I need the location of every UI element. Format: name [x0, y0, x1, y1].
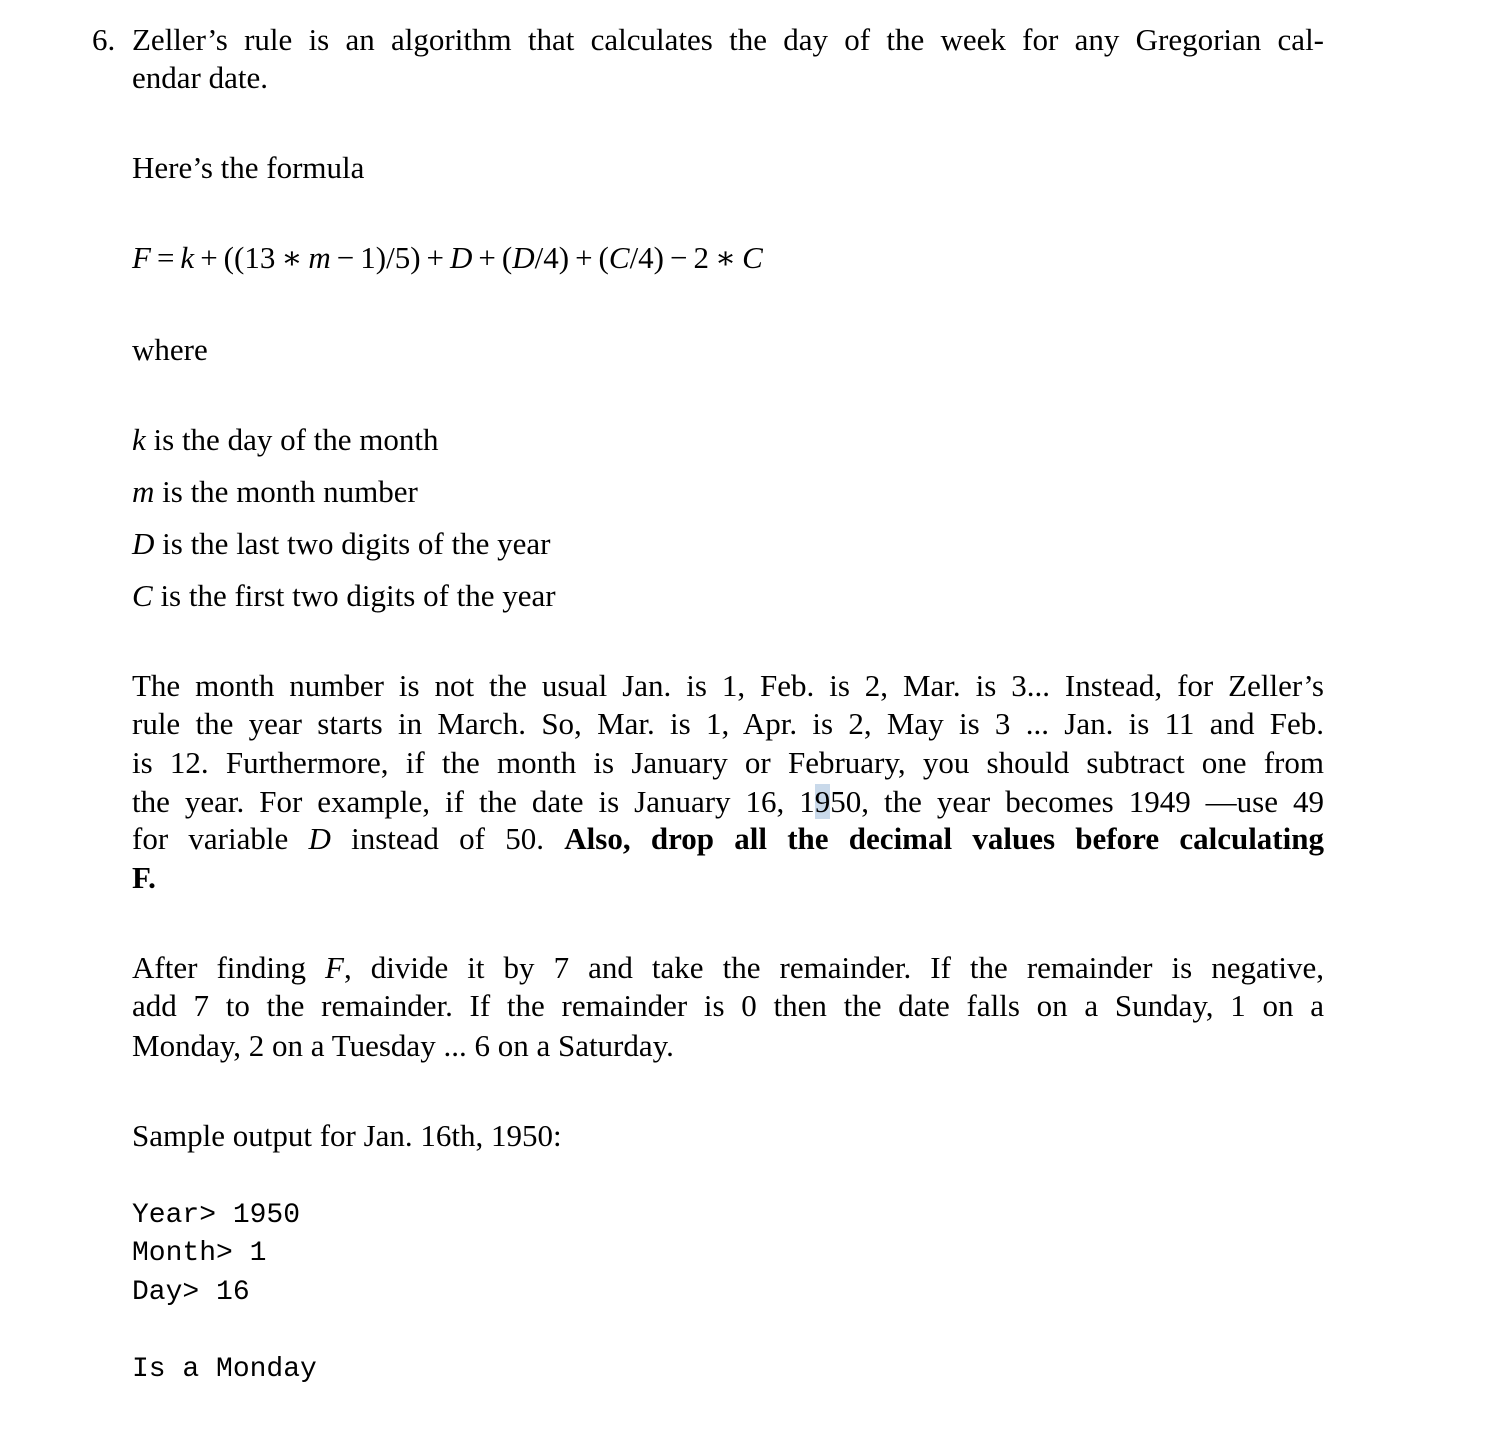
sample-year: Year> 1950: [132, 1200, 301, 1231]
variable-desc: is the day of the month: [153, 422, 439, 457]
para2-line-1-var: F: [325, 950, 344, 985]
variable-desc: is the last two digits of the year: [162, 526, 551, 561]
formula-label: Here’s the formula: [132, 150, 365, 185]
formula-D: D: [450, 240, 473, 275]
sample-day: Day> 16: [132, 1277, 250, 1308]
variable-item: [132, 578, 556, 614]
para1-line-4-a: the year. For example, if the date is January 16, 1: [132, 784, 815, 819]
variable-desc: is the first two digits of the year: [160, 578, 556, 613]
para1-line-3: is 12. Furthermore, if the month is January or February, you should subtract one from: [132, 745, 1324, 780]
formula-C: C: [608, 240, 630, 275]
formula-part1: ((13: [223, 240, 276, 275]
para2-line-2: add 7 to the remainder. If the remainder is 0 then the date falls on a Sunday, 1 on a: [132, 988, 1324, 1023]
para1-line-1: The month number is not the usual Jan. is 1, Feb. is 2, Mar. is 3... Instead, for Zeller’s: [132, 668, 1324, 703]
where-label: where: [132, 332, 208, 367]
sample-month: Month> 1: [132, 1238, 267, 1269]
formula-k: k: [180, 240, 195, 275]
formula-m: m: [308, 240, 331, 275]
intro-line-1: Zeller’s rule is an algorithm that calculates the day of the week for any Gregorian cal-: [132, 22, 1324, 57]
para1-line-5-b: instead of 50.: [351, 821, 545, 856]
variable-item: [132, 526, 550, 562]
formula-F: F: [132, 240, 151, 275]
para1-line-5-var: D: [308, 821, 331, 856]
variable-item: [132, 474, 418, 510]
formula-part5: (: [598, 240, 609, 275]
variable-symbol: C: [132, 578, 153, 613]
para2-line-1: [132, 950, 1324, 986]
para1-line-6: F.: [132, 860, 156, 895]
variable-symbol: m: [132, 474, 155, 509]
problem-number: 6.: [92, 22, 116, 57]
para1-line-5: [132, 821, 1324, 857]
formula-part4: /4): [534, 240, 570, 275]
para1-line-2: rule the year starts in March. So, Mar. is 1, Apr. is 2, May is 3 ... Jan. is 11 and Feb.: [132, 706, 1324, 741]
formula: F = k + ((13 ∗ m − 1)/5) + D + (D/4) + (C/4) − 2 ∗ C: [132, 240, 763, 275]
variable-desc: is the month number: [162, 474, 418, 509]
para2-line-1-b: , divide it by 7 and take the remainder. If the remainder is negative,: [343, 950, 1324, 985]
para1-line-4: [132, 784, 1324, 820]
para2-line-3: Monday, 2 on a Tuesday ... 6 on a Saturday.: [132, 1028, 674, 1063]
formula-C2: C: [742, 240, 763, 275]
formula-part3: (: [501, 240, 513, 275]
variable-symbol: k: [132, 422, 146, 457]
para1-line-5-bold: Also, drop all the decimal values before calculating: [564, 821, 1324, 856]
para1-line-5-a: for variable: [132, 821, 289, 856]
variable-item: [132, 422, 439, 458]
formula-D2: D: [512, 240, 535, 275]
intro-line-2: endar date.: [132, 60, 268, 95]
formula-part2: 1)/5): [360, 240, 421, 275]
variable-symbol: D: [132, 526, 155, 561]
para2-line-1-a: After finding: [132, 950, 306, 985]
para1-line-4-b: 50, the year becomes 1949 —use 49: [830, 784, 1325, 819]
sample-label: Sample output for Jan. 16th, 1950:: [132, 1118, 562, 1153]
formula-part6: /4): [629, 240, 664, 275]
sample-result: Is a Monday: [132, 1354, 317, 1385]
formula-part7: 2: [693, 240, 709, 275]
text-selection-highlight: 9: [814, 784, 831, 819]
